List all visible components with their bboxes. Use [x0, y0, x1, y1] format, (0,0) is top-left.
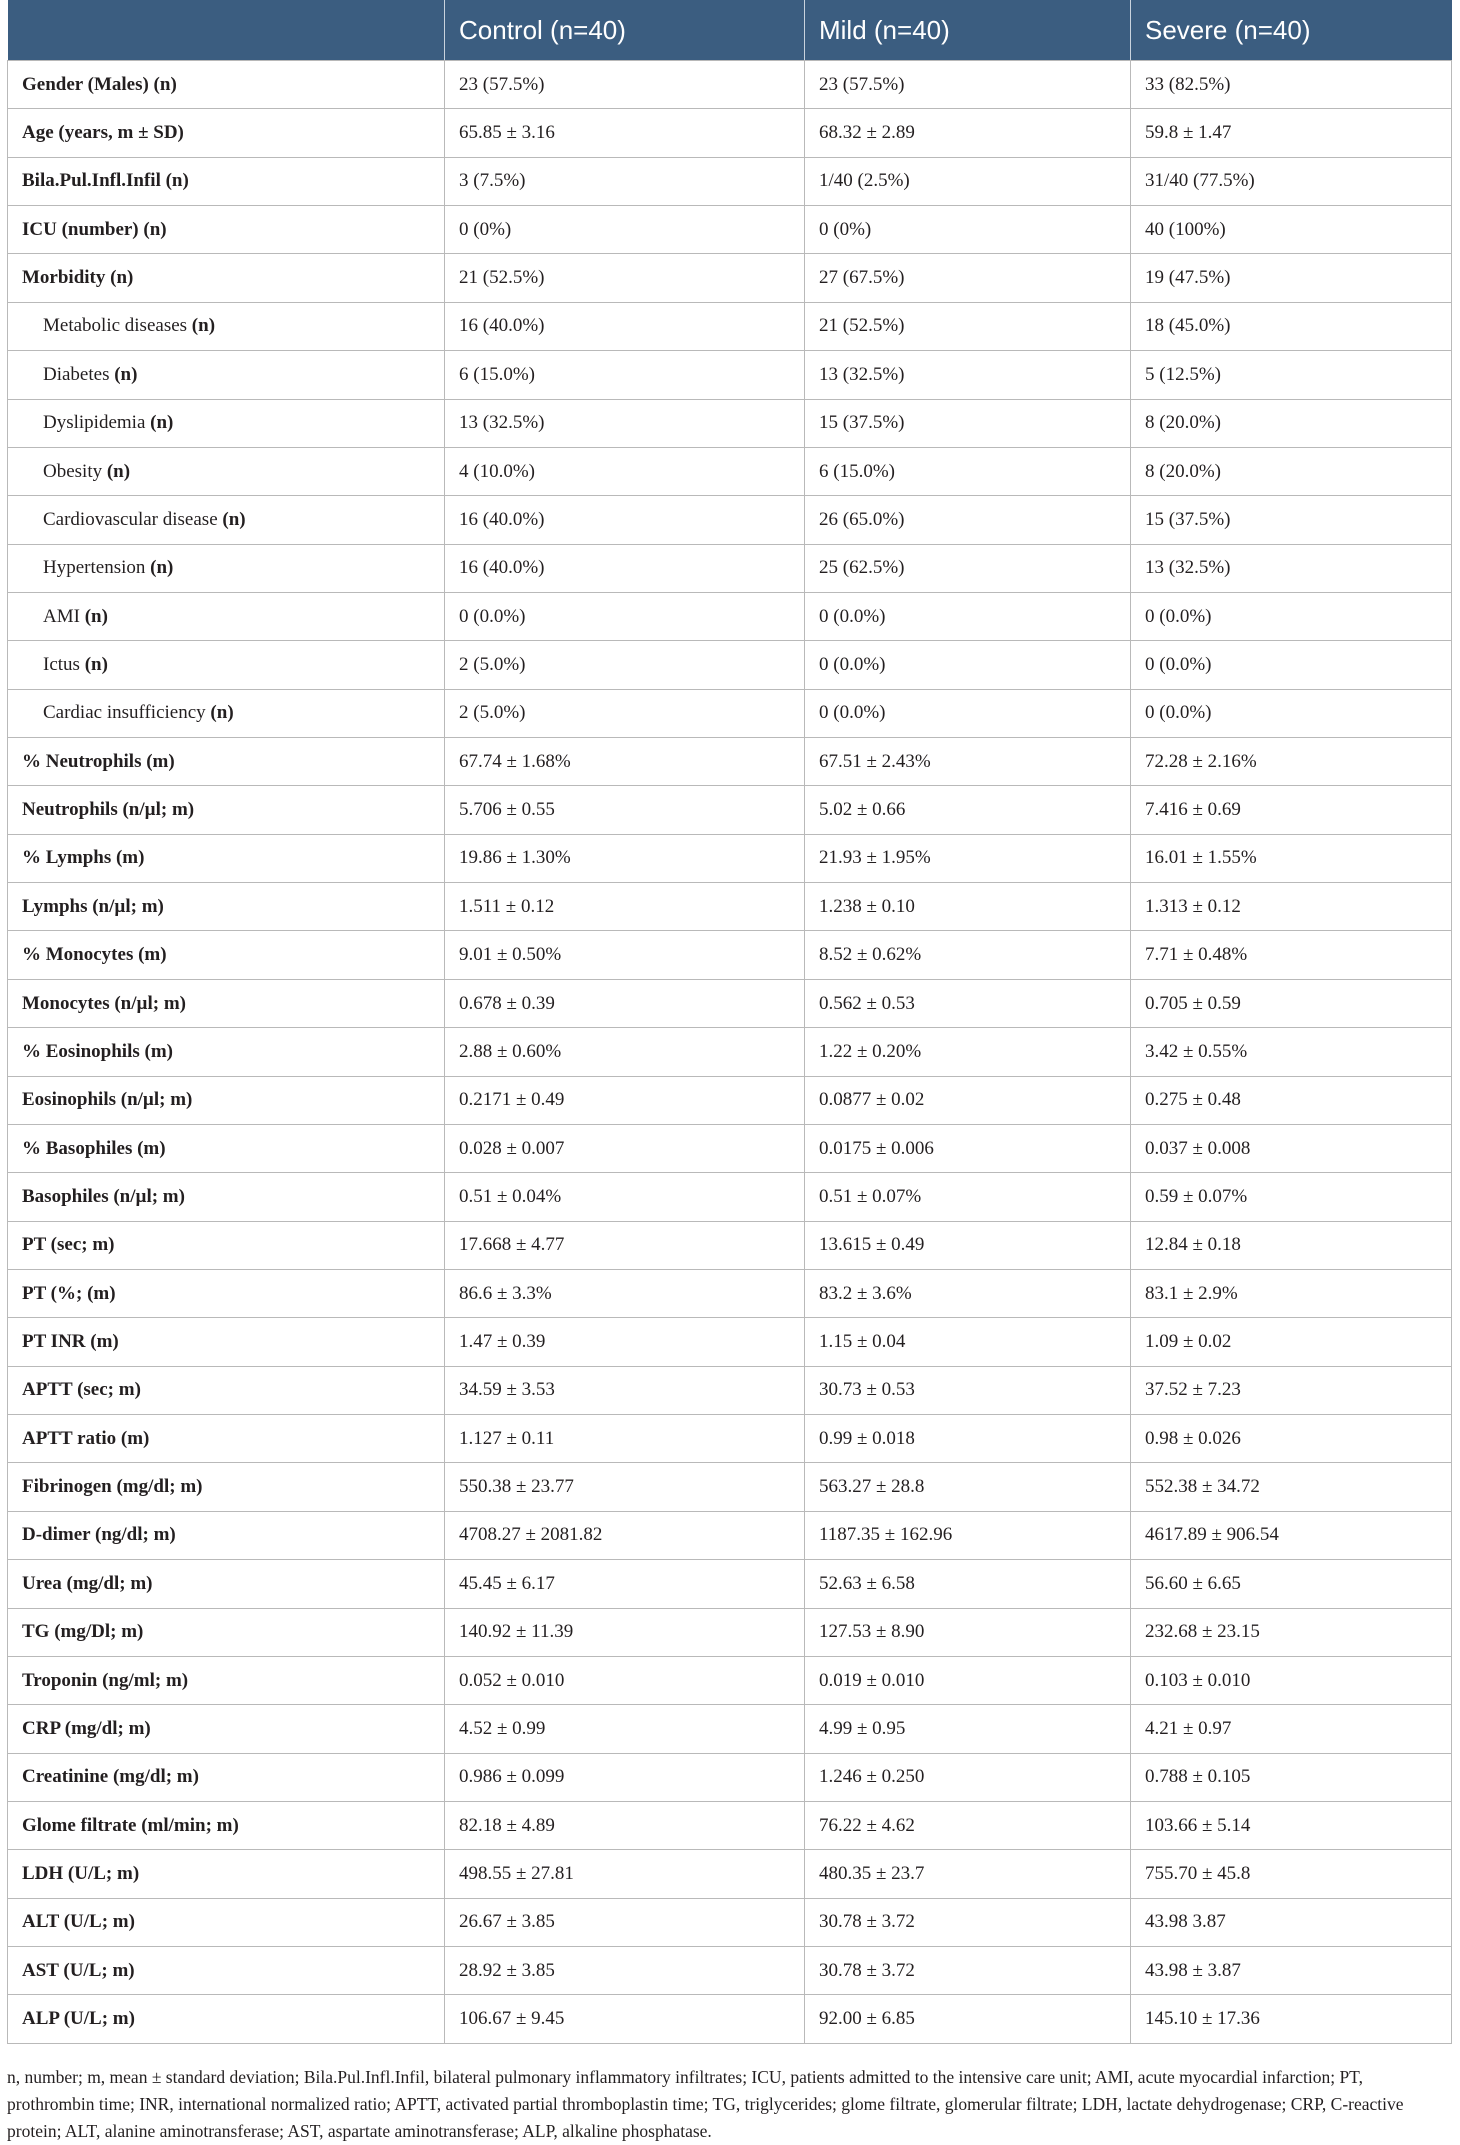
row-label: Morbidity (n) — [22, 267, 134, 289]
value-cell-severe: 16.01 ± 1.55% — [1131, 834, 1452, 882]
row-label-cell — [8, 1366, 445, 1414]
table-row — [8, 351, 1452, 399]
value-cell-control: 550.38 ± 23.77 — [445, 1463, 805, 1511]
row-label: Metabolic diseases — [43, 315, 188, 337]
value-cell-severe: 0 (0.0%) — [1131, 592, 1452, 640]
value-cell-mild: 30.78 ± 3.72 — [805, 1947, 1131, 1995]
value-cell-severe: 0.037 ± 0.008 — [1131, 1124, 1452, 1172]
row-label: % Lymphs (m) — [22, 847, 145, 869]
value-cell-severe: 0.788 ± 0.105 — [1131, 1753, 1452, 1801]
value-cell-mild: 13.615 ± 0.49 — [805, 1221, 1131, 1269]
value-cell-severe: 13 (32.5%) — [1131, 544, 1452, 592]
table-row — [8, 1801, 1452, 1849]
value-cell-severe: 145.10 ± 17.36 — [1131, 1995, 1452, 2043]
row-label: % Eosinophils (m) — [22, 1040, 173, 1062]
value-cell-mild: 480.35 ± 23.7 — [805, 1850, 1131, 1898]
row-label: ALT (U/L; m) — [22, 1911, 135, 1933]
table-row — [8, 738, 1452, 786]
row-label: Ictus — [43, 653, 80, 675]
value-cell-mild: 15 (37.5%) — [805, 399, 1131, 447]
value-cell-control: 140.92 ± 11.39 — [445, 1608, 805, 1656]
row-label: Gender (Males) (n) — [22, 73, 177, 95]
value-cell-control: 82.18 ± 4.89 — [445, 1801, 805, 1849]
table-row — [8, 1269, 1452, 1317]
value-cell-mild: 26 (65.0%) — [805, 496, 1131, 544]
value-cell-control: 2 (5.0%) — [445, 641, 805, 689]
value-cell-mild: 0 (0.0%) — [805, 641, 1131, 689]
row-label: PT (sec; m) — [22, 1234, 115, 1256]
table-row — [8, 206, 1452, 254]
value-cell-mild: 83.2 ± 3.6% — [805, 1269, 1131, 1317]
row-label-cell — [8, 1560, 445, 1608]
value-cell-mild: 1.238 ± 0.10 — [805, 883, 1131, 931]
value-cell-severe: 103.66 ± 5.14 — [1131, 1801, 1452, 1849]
row-label: ALP (U/L; m) — [22, 2008, 135, 2030]
table-row — [8, 979, 1452, 1027]
value-cell-control: 16 (40.0%) — [445, 496, 805, 544]
value-cell-severe: 0 (0.0%) — [1131, 689, 1452, 737]
value-cell-mild: 92.00 ± 6.85 — [805, 1995, 1131, 2043]
row-label-cell — [8, 1801, 445, 1849]
row-label: D-dimer (ng/dl; m) — [22, 1524, 176, 1546]
value-cell-control: 0 (0.0%) — [445, 592, 805, 640]
row-label-cell — [8, 689, 445, 737]
value-cell-severe: 83.1 ± 2.9% — [1131, 1269, 1452, 1317]
value-cell-severe: 19 (47.5%) — [1131, 254, 1452, 302]
table-row — [8, 1608, 1452, 1656]
value-cell-mild: 5.02 ± 0.66 — [805, 786, 1131, 834]
row-label-cell — [8, 1124, 445, 1172]
row-label: Basophiles (n/µl; m) — [22, 1185, 185, 1207]
value-cell-control: 0.678 ± 0.39 — [445, 979, 805, 1027]
value-cell-severe: 8 (20.0%) — [1131, 399, 1452, 447]
value-cell-control: 2.88 ± 0.60% — [445, 1028, 805, 1076]
value-cell-mild: 4.99 ± 0.95 — [805, 1705, 1131, 1753]
row-label-unit: (n) — [150, 557, 174, 579]
row-label-unit: (n) — [106, 460, 131, 482]
value-cell-mild: 1187.35 ± 162.96 — [805, 1511, 1131, 1559]
value-cell-control: 1.511 ± 0.12 — [445, 883, 805, 931]
table-row — [8, 1463, 1452, 1511]
value-cell-severe: 4.21 ± 0.97 — [1131, 1705, 1452, 1753]
value-cell-mild: 0 (0.0%) — [805, 689, 1131, 737]
value-cell-severe: 18 (45.0%) — [1131, 302, 1452, 350]
table-row — [8, 1076, 1452, 1124]
value-cell-control: 17.668 ± 4.77 — [445, 1221, 805, 1269]
value-cell-mild: 21 (52.5%) — [805, 302, 1131, 350]
value-cell-mild: 563.27 ± 28.8 — [805, 1463, 1131, 1511]
value-cell-control: 0.986 ± 0.099 — [445, 1753, 805, 1801]
value-cell-severe: 37.52 ± 7.23 — [1131, 1366, 1452, 1414]
value-cell-mild: 76.22 ± 4.62 — [805, 1801, 1131, 1849]
row-label-cell — [8, 1076, 445, 1124]
value-cell-control: 5.706 ± 0.55 — [445, 786, 805, 834]
value-cell-mild: 0 (0.0%) — [805, 592, 1131, 640]
row-label-cell — [8, 254, 445, 302]
row-label: % Basophiles (m) — [22, 1137, 166, 1159]
row-label: Hypertension — [43, 557, 146, 579]
value-cell-severe: 755.70 ± 45.8 — [1131, 1850, 1452, 1898]
table-row — [8, 447, 1452, 495]
value-cell-control: 1.47 ± 0.39 — [445, 1318, 805, 1366]
row-label-cell — [8, 738, 445, 786]
value-cell-severe: 5 (12.5%) — [1131, 351, 1452, 399]
table-row — [8, 592, 1452, 640]
value-cell-severe: 0.103 ± 0.010 — [1131, 1656, 1452, 1704]
value-cell-mild: 0.562 ± 0.53 — [805, 979, 1131, 1027]
row-label: Troponin (ng/ml; m) — [22, 1669, 189, 1691]
row-label: Eosinophils (n/µl; m) — [22, 1089, 193, 1111]
value-cell-control: 28.92 ± 3.85 — [445, 1947, 805, 1995]
row-label: Lymphs (n/µl; m) — [22, 895, 164, 917]
row-label-cell — [8, 1850, 445, 1898]
row-label-cell — [8, 786, 445, 834]
row-label-unit: (n) — [150, 412, 174, 434]
value-cell-severe: 7.71 ± 0.48% — [1131, 931, 1452, 979]
value-cell-severe: 40 (100%) — [1131, 206, 1452, 254]
row-label-cell — [8, 351, 445, 399]
row-label-cell — [8, 157, 445, 205]
row-label: AMI — [43, 605, 80, 627]
row-label: Glome filtrate (ml/min; m) — [22, 1814, 239, 1836]
row-label-unit: (n) — [114, 363, 138, 385]
value-cell-severe: 0.275 ± 0.48 — [1131, 1076, 1452, 1124]
table-row — [8, 254, 1452, 302]
value-cell-severe: 0.59 ± 0.07% — [1131, 1173, 1452, 1221]
value-cell-control: 67.74 ± 1.68% — [445, 738, 805, 786]
value-cell-mild: 127.53 ± 8.90 — [805, 1608, 1131, 1656]
value-cell-control: 1.127 ± 0.11 — [445, 1415, 805, 1463]
row-label: Age (years, m ± SD) — [22, 122, 184, 144]
row-label-cell — [8, 883, 445, 931]
value-cell-severe: 15 (37.5%) — [1131, 496, 1452, 544]
row-label: Cardiac insufficiency — [43, 702, 206, 724]
value-cell-mild: 13 (32.5%) — [805, 351, 1131, 399]
value-cell-mild: 25 (62.5%) — [805, 544, 1131, 592]
value-cell-severe: 1.09 ± 0.02 — [1131, 1318, 1452, 1366]
value-cell-control: 4.52 ± 0.99 — [445, 1705, 805, 1753]
row-label: TG (mg/Dl; m) — [22, 1621, 144, 1643]
value-cell-severe: 12.84 ± 0.18 — [1131, 1221, 1452, 1269]
value-cell-mild: 0.0175 ± 0.006 — [805, 1124, 1131, 1172]
row-label: Dyslipidemia — [43, 412, 146, 434]
table-row — [8, 1318, 1452, 1366]
value-cell-control: 16 (40.0%) — [445, 544, 805, 592]
value-cell-mild: 67.51 ± 2.43% — [805, 738, 1131, 786]
row-label-cell — [8, 302, 445, 350]
value-cell-severe: 4617.89 ± 906.54 — [1131, 1511, 1452, 1559]
table-row — [8, 689, 1452, 737]
value-cell-mild: 0 (0%) — [805, 206, 1131, 254]
row-label-unit: (n) — [84, 653, 108, 675]
row-label-cell — [8, 1269, 445, 1317]
row-label-cell — [8, 592, 445, 640]
table-row — [8, 1753, 1452, 1801]
table-footnote: n, number; m, mean ± standard deviation; Bila.Pul.Infl.Infil, bilateral pulmonary inflammatory infiltrates; ICU, patients admitted to the intensive care unit; AMI, acute myocardial infarction; PT, prothrombin time; INR, international normalized ratio; APTT, activated partial thromboplastin time; TG, triglycerides; glome filtrate, glomerular filtrate; LDH, lactate dehydrogenase; CRP, C-reactive protein; ALT, alanine aminotransferase; AST, aspartate aminotransferase; ALP, alkaline phosphatase. — [7, 2067, 1404, 2141]
table-row — [8, 109, 1452, 157]
value-cell-mild: 1.246 ± 0.250 — [805, 1753, 1131, 1801]
row-label-cell — [8, 1753, 445, 1801]
value-cell-severe: 31/40 (77.5%) — [1131, 157, 1452, 205]
table-row — [8, 399, 1452, 447]
row-label: ICU (number) (n) — [22, 218, 167, 240]
row-label-cell — [8, 979, 445, 1027]
value-cell-control: 4 (10.0%) — [445, 447, 805, 495]
row-label-cell — [8, 1608, 445, 1656]
table-row — [8, 1560, 1452, 1608]
value-cell-control: 0.052 ± 0.010 — [445, 1656, 805, 1704]
table-row — [8, 834, 1452, 882]
value-cell-control: 106.67 ± 9.45 — [445, 1995, 805, 2043]
table-row — [8, 1850, 1452, 1898]
value-cell-mild: 8.52 ± 0.62% — [805, 931, 1131, 979]
row-label: Cardiovascular disease — [43, 508, 218, 530]
value-cell-severe: 0.705 ± 0.59 — [1131, 979, 1452, 1027]
value-cell-control: 2 (5.0%) — [445, 689, 805, 737]
table-row — [8, 1656, 1452, 1704]
row-label: Fibrinogen (mg/dl; m) — [22, 1476, 203, 1498]
row-label-cell — [8, 1463, 445, 1511]
table-row — [8, 157, 1452, 205]
row-label-cell — [8, 1995, 445, 2043]
row-label-cell — [8, 1221, 445, 1269]
row-label-unit: (n) — [84, 605, 108, 627]
value-cell-severe: 59.8 ± 1.47 — [1131, 109, 1452, 157]
value-cell-mild: 0.99 ± 0.018 — [805, 1415, 1131, 1463]
table-row — [8, 1415, 1452, 1463]
row-label: Bila.Pul.Infl.Infil (n) — [22, 170, 189, 192]
header-cell-control: Control (n=40) — [445, 0, 805, 61]
value-cell-mild: 6 (15.0%) — [805, 447, 1131, 495]
table-row — [8, 931, 1452, 979]
value-cell-control: 3 (7.5%) — [445, 157, 805, 205]
table-row — [8, 1511, 1452, 1559]
row-label-unit: (n) — [222, 508, 246, 530]
table-row — [8, 883, 1452, 931]
table-body — [8, 61, 1452, 2044]
table-header — [8, 0, 1452, 61]
table-row — [8, 1995, 1452, 2043]
table-row — [8, 1173, 1452, 1221]
value-cell-control: 21 (52.5%) — [445, 254, 805, 302]
value-cell-mild: 30.73 ± 0.53 — [805, 1366, 1131, 1414]
value-cell-severe: 232.68 ± 23.15 — [1131, 1608, 1452, 1656]
value-cell-severe: 43.98 3.87 — [1131, 1898, 1452, 1946]
row-label-cell — [8, 399, 445, 447]
row-label-unit: (n) — [210, 702, 234, 724]
value-cell-control: 19.86 ± 1.30% — [445, 834, 805, 882]
value-cell-control: 0.51 ± 0.04% — [445, 1173, 805, 1221]
table-row — [8, 1898, 1452, 1946]
value-cell-mild: 1.22 ± 0.20% — [805, 1028, 1131, 1076]
row-label-cell — [8, 496, 445, 544]
value-cell-severe: 7.416 ± 0.69 — [1131, 786, 1452, 834]
value-cell-severe: 33 (82.5%) — [1131, 61, 1452, 109]
value-cell-mild: 27 (67.5%) — [805, 254, 1131, 302]
value-cell-control: 6 (15.0%) — [445, 351, 805, 399]
table-row — [8, 1028, 1452, 1076]
row-label: % Neutrophils (m) — [22, 750, 175, 772]
row-label-cell — [8, 834, 445, 882]
table-row — [8, 1705, 1452, 1753]
row-label-unit: (n) — [191, 315, 216, 337]
value-cell-severe: 552.38 ± 34.72 — [1131, 1463, 1452, 1511]
row-label-cell — [8, 1173, 445, 1221]
row-label: PT (%; (m) — [22, 1282, 116, 1304]
clinical-data-table — [7, 0, 1452, 2044]
value-cell-control: 0.028 ± 0.007 — [445, 1124, 805, 1172]
table-row — [8, 1366, 1452, 1414]
row-label-cell — [8, 1318, 445, 1366]
value-cell-control: 16 (40.0%) — [445, 302, 805, 350]
row-label: Monocytes (n/µl; m) — [22, 992, 186, 1014]
value-cell-control: 0 (0%) — [445, 206, 805, 254]
table-row — [8, 496, 1452, 544]
header-cell-parameter — [8, 0, 445, 61]
table-row — [8, 61, 1452, 109]
table-row — [8, 302, 1452, 350]
value-cell-control: 9.01 ± 0.50% — [445, 931, 805, 979]
row-label: Creatinine (mg/dl; m) — [22, 1766, 199, 1788]
value-cell-severe: 56.60 ± 6.65 — [1131, 1560, 1452, 1608]
value-cell-control: 45.45 ± 6.17 — [445, 1560, 805, 1608]
row-label-cell — [8, 1415, 445, 1463]
value-cell-mild: 1.15 ± 0.04 — [805, 1318, 1131, 1366]
row-label-cell — [8, 931, 445, 979]
row-label-cell — [8, 109, 445, 157]
row-label-cell — [8, 1511, 445, 1559]
header-row — [8, 0, 1452, 61]
value-cell-mild: 68.32 ± 2.89 — [805, 109, 1131, 157]
value-cell-severe: 0 (0.0%) — [1131, 641, 1452, 689]
row-label: APTT ratio (m) — [22, 1427, 150, 1449]
row-label-cell — [8, 1656, 445, 1704]
header-cell-severe: Severe (n=40) — [1131, 0, 1452, 61]
value-cell-mild: 30.78 ± 3.72 — [805, 1898, 1131, 1946]
value-cell-severe: 43.98 ± 3.87 — [1131, 1947, 1452, 1995]
value-cell-control: 0.2171 ± 0.49 — [445, 1076, 805, 1124]
row-label: LDH (U/L; m) — [22, 1862, 140, 1884]
row-label: Diabetes — [43, 363, 110, 385]
value-cell-control: 34.59 ± 3.53 — [445, 1366, 805, 1414]
row-label-cell — [8, 1705, 445, 1753]
row-label: AST (U/L; m) — [22, 1959, 135, 1981]
value-cell-mild: 52.63 ± 6.58 — [805, 1560, 1131, 1608]
row-label-cell — [8, 641, 445, 689]
value-cell-severe: 72.28 ± 2.16% — [1131, 738, 1452, 786]
table-row — [8, 786, 1452, 834]
row-label: PT INR (m) — [22, 1331, 119, 1353]
value-cell-control: 498.55 ± 27.81 — [445, 1850, 805, 1898]
table-row — [8, 1947, 1452, 1995]
value-cell-mild: 21.93 ± 1.95% — [805, 834, 1131, 882]
value-cell-control: 13 (32.5%) — [445, 399, 805, 447]
table-row — [8, 641, 1452, 689]
row-label: APTT (sec; m) — [22, 1379, 141, 1401]
value-cell-control: 23 (57.5%) — [445, 61, 805, 109]
value-cell-control: 86.6 ± 3.3% — [445, 1269, 805, 1317]
row-label-cell — [8, 1947, 445, 1995]
row-label: Urea (mg/dl; m) — [22, 1572, 153, 1594]
value-cell-mild: 23 (57.5%) — [805, 61, 1131, 109]
table-row — [8, 544, 1452, 592]
table-row — [8, 1221, 1452, 1269]
row-label-cell — [8, 1028, 445, 1076]
header-cell-mild: Mild (n=40) — [805, 0, 1131, 61]
table-row — [8, 1124, 1452, 1172]
value-cell-mild: 0.51 ± 0.07% — [805, 1173, 1131, 1221]
value-cell-severe: 8 (20.0%) — [1131, 447, 1452, 495]
row-label-cell — [8, 447, 445, 495]
value-cell-control: 26.67 ± 3.85 — [445, 1898, 805, 1946]
value-cell-mild: 1/40 (2.5%) — [805, 157, 1131, 205]
value-cell-severe: 3.42 ± 0.55% — [1131, 1028, 1452, 1076]
row-label-cell — [8, 544, 445, 592]
value-cell-mild: 0.019 ± 0.010 — [805, 1656, 1131, 1704]
value-cell-control: 65.85 ± 3.16 — [445, 109, 805, 157]
row-label: Obesity — [43, 460, 103, 482]
row-label: Neutrophils (n/µl; m) — [22, 799, 195, 821]
row-label-cell — [8, 61, 445, 109]
row-label: % Monocytes (m) — [22, 944, 167, 966]
row-label: CRP (mg/dl; m) — [22, 1717, 151, 1739]
row-label-cell — [8, 1898, 445, 1946]
row-label-cell — [8, 206, 445, 254]
value-cell-control: 4708.27 ± 2081.82 — [445, 1511, 805, 1559]
value-cell-severe: 1.313 ± 0.12 — [1131, 883, 1452, 931]
value-cell-severe: 0.98 ± 0.026 — [1131, 1415, 1452, 1463]
value-cell-mild: 0.0877 ± 0.02 — [805, 1076, 1131, 1124]
